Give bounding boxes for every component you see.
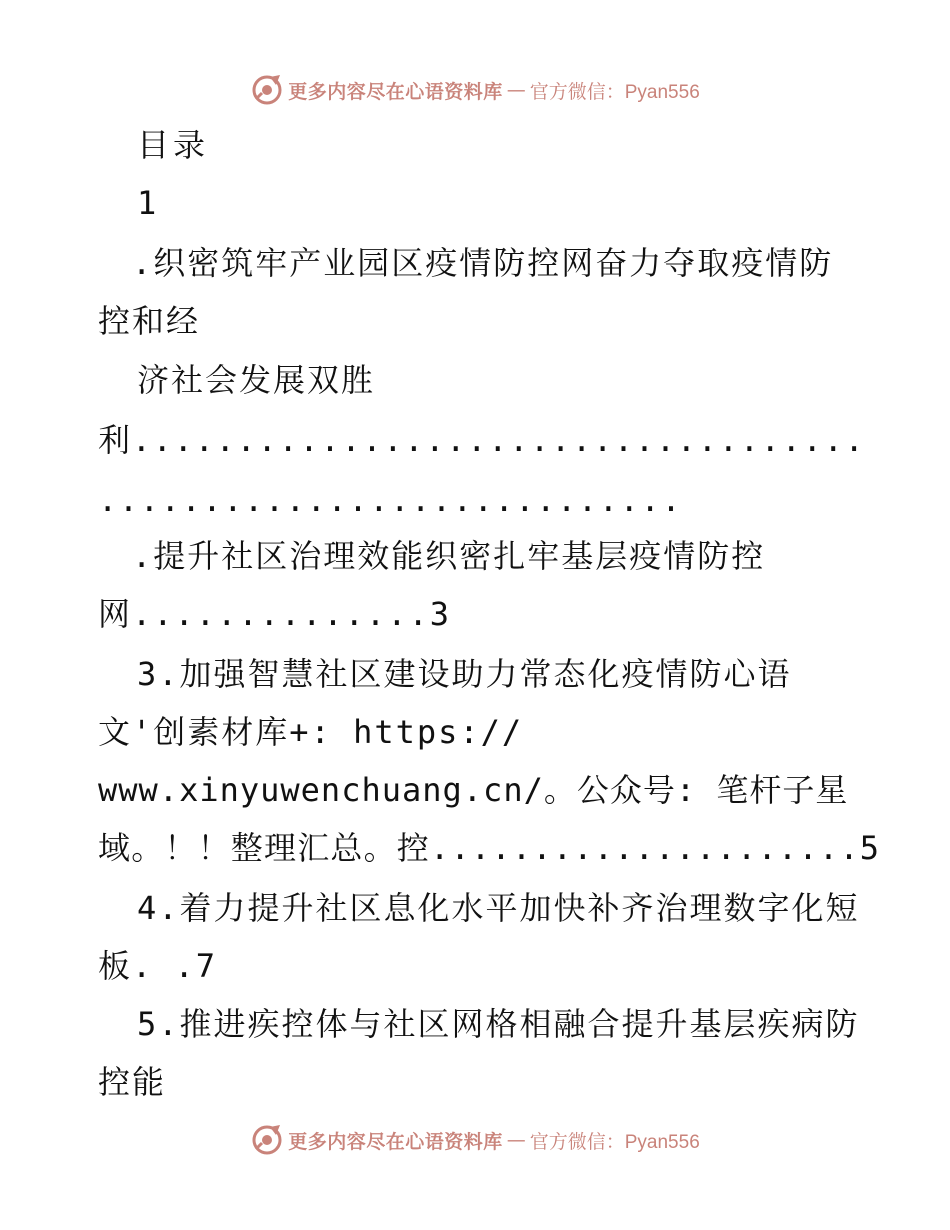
toc-title: 目录	[137, 126, 210, 164]
toc-line: 1	[137, 184, 159, 222]
toc-line: .提升社区治理效能织密扎牢基层疫情防控	[132, 537, 766, 575]
toc-line: ............................	[98, 481, 683, 519]
toc-line: .织密筑牢产业园区疫情防控网奋力夺取疫情防	[132, 244, 834, 282]
footer-banner	[0, 1120, 950, 1160]
toc-line: 域。！！整理汇总。控.....................5	[98, 829, 881, 867]
banner-main-text: 更多内容尽在心语资料库	[288, 80, 503, 103]
toc-line: 网..............3	[98, 595, 451, 633]
toc-line: 济社会发展双胜	[137, 361, 376, 399]
toc-line: 控能	[98, 1063, 167, 1101]
banner-secondary-text: 官方微信：Pyan556	[529, 81, 700, 103]
toc-line: www.xinyuwenchuang.cn/。公众号: 笔杆子星	[98, 771, 849, 809]
toc-line: 利...................................	[98, 421, 866, 459]
toc-line: 5.推进疾控体与社区网格相融合提升基层疾病防	[137, 1005, 860, 1043]
banner-secondary-text: 官方微信：Pyan556	[529, 1131, 700, 1153]
toc-line: 控和经	[98, 302, 201, 340]
logo-pen-icon	[250, 1123, 284, 1157]
banner-separator: —	[506, 1129, 526, 1151]
toc-line: 4.着力提升社区息化水平加快补齐治理数字化短	[137, 889, 860, 927]
logo-pen-icon	[250, 73, 284, 107]
banner-separator: —	[506, 79, 526, 101]
header-banner	[0, 70, 950, 110]
toc-line: 文'创素材库+: https://	[98, 713, 524, 751]
toc-line: 3.加强智慧社区建设助力常态化疫情防心语	[137, 655, 792, 693]
toc-line: 板. .7	[98, 947, 218, 985]
banner-main-text: 更多内容尽在心语资料库	[288, 1130, 503, 1153]
